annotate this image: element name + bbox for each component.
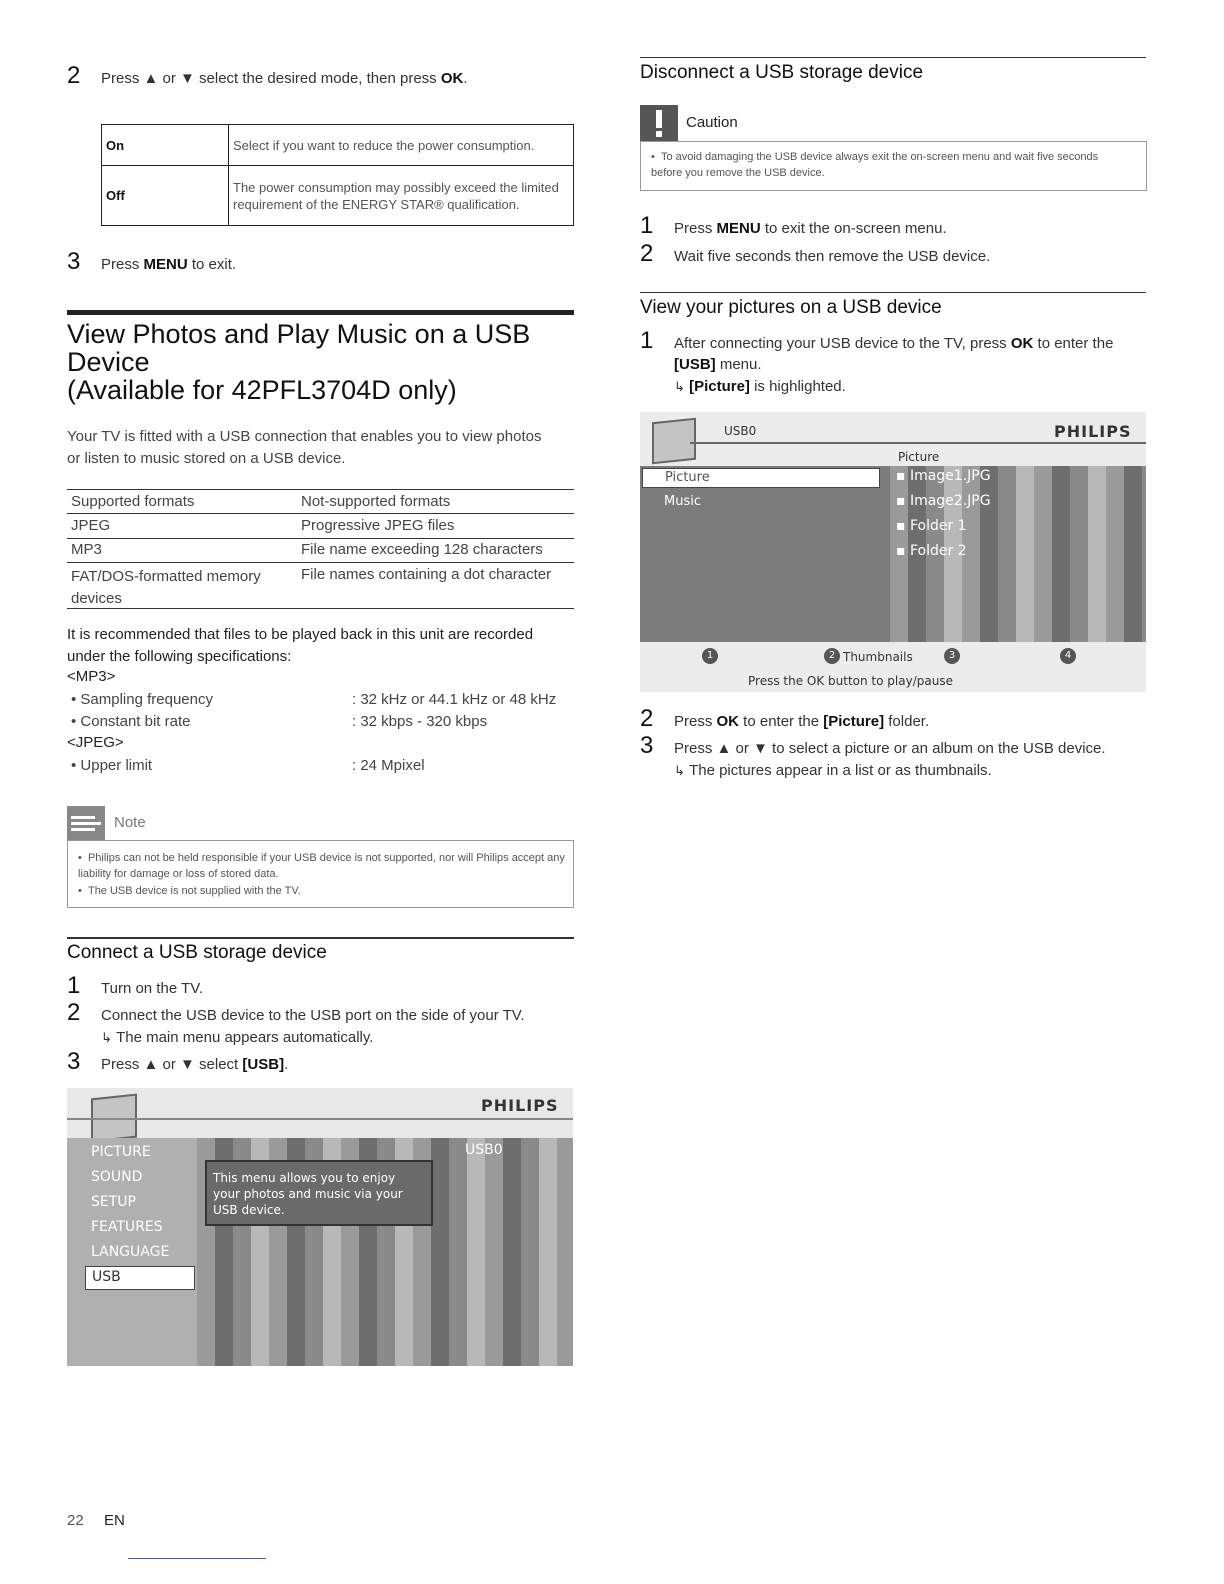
step-text: Press	[101, 256, 144, 273]
disconnect-divider	[640, 57, 1146, 58]
image-file-icon: ▪	[896, 493, 906, 509]
step-text: Press	[674, 713, 717, 730]
picture-key: [Picture]	[689, 378, 750, 395]
mode-on-label: On	[102, 125, 229, 166]
badge-1: 1	[702, 648, 718, 664]
spec-name: • Constant bit rate	[71, 713, 191, 730]
connect-divider	[67, 937, 574, 939]
menu-item-usb-highlight[interactable]	[85, 1266, 195, 1290]
caution-box	[640, 141, 1147, 191]
menu-item-language[interactable]: LANGUAGE	[91, 1244, 170, 1260]
osd-menu-panel	[67, 1138, 197, 1366]
result-arrow-icon: ↳	[674, 379, 685, 394]
step-number: 2	[640, 240, 654, 267]
connect-title: Connect a USB storage device	[67, 942, 327, 963]
note-label: Note	[114, 814, 146, 831]
table-rule	[67, 562, 574, 563]
ok-key: OK	[1010, 335, 1034, 352]
usb-device-label: USB0	[724, 424, 757, 438]
language-code: EN	[104, 1512, 125, 1529]
step-text-end: .	[284, 1056, 289, 1073]
usb-key: [USB]	[674, 356, 716, 373]
disconnect-title: Disconnect a USB storage device	[640, 62, 924, 83]
osd-message-box	[205, 1160, 433, 1226]
step-number: 1	[640, 327, 654, 354]
step-text: Press ▲ or ▼ select the desired mode, then press	[101, 70, 441, 87]
section-title-line1: View Photos and Play Music on a USB	[67, 319, 531, 349]
view-step-1-result	[674, 378, 846, 395]
step-number: 1	[67, 972, 81, 999]
spec-name: • Upper limit	[71, 757, 153, 774]
osd-footer-hint: Press the OK button to play/pause	[748, 674, 953, 688]
mode-off-desc: The power consumption may possibly exceed the limited requirement of the ENERGY STAR® qualification.	[229, 166, 574, 226]
folder-item[interactable]	[896, 543, 967, 559]
step-text: Turn on the TV.	[101, 980, 204, 997]
caution-item: • To avoid damaging the USB device always exit the on-screen menu and wait five seconds before you remove the USB device.	[651, 151, 1099, 179]
folder-icon: ▪	[896, 543, 906, 559]
menu-item-features[interactable]: FEATURES	[91, 1219, 163, 1235]
menu-item-usb: USB	[92, 1269, 121, 1285]
ok-key: OK	[440, 70, 464, 87]
formats-header-not-supported: Not-supported formats	[301, 493, 451, 510]
step-text-end: to exit.	[187, 256, 237, 273]
mode-off-label: Off	[102, 166, 229, 226]
menu-item-picture[interactable]: PICTURE	[91, 1144, 151, 1160]
spec-value: : 24 Mpixel	[352, 757, 425, 774]
table-rule	[67, 513, 574, 514]
usb-browser-screenshot	[640, 412, 1146, 692]
file-item[interactable]	[896, 468, 991, 484]
step-text-end: .	[463, 70, 468, 87]
step-number: 1	[640, 212, 654, 239]
file-item[interactable]	[896, 493, 991, 509]
picture-column-label: Picture	[898, 450, 940, 464]
note-item: • Philips can not be held responsible if your USB device is not supported, nor will Philips accept any liability for damage or loss of stored data.	[78, 852, 565, 880]
list-item-picture: Picture	[665, 470, 710, 485]
tv-icon	[652, 418, 696, 465]
usb-key: [USB]	[242, 1056, 285, 1073]
result-arrow-icon: ↳	[674, 763, 685, 778]
caution-label: Caution	[686, 114, 738, 131]
badge-4: 4	[1060, 648, 1076, 664]
osd-message: This menu allows you to enjoy your photos and music via your USB device.	[213, 1171, 403, 1217]
menu-item-sound[interactable]: SOUND	[91, 1169, 143, 1185]
formats-cell: FAT/DOS-formatted memory devices	[71, 568, 261, 607]
mp3-label: <MP3>	[67, 668, 116, 685]
ok-key: OK	[716, 713, 740, 730]
step-text: Press	[674, 220, 717, 237]
thumbnails-label: Thumbnails	[843, 650, 913, 664]
philips-logo: PHILIPS	[481, 1096, 559, 1115]
formats-header-supported: Supported formats	[71, 493, 195, 510]
osd-left-panel	[640, 466, 890, 642]
connect-result	[101, 1029, 373, 1046]
list-item-picture-highlight[interactable]	[642, 468, 880, 488]
step-number: 2	[640, 705, 654, 732]
folder-name: Folder 1	[909, 518, 967, 534]
spec-value: : 32 kHz or 44.1 kHz or 48 kHz	[352, 691, 557, 708]
step-text: After connecting your USB device to the TV, press	[674, 335, 1011, 352]
formats-cell: File names containing a dot character	[301, 566, 552, 583]
step-text-end: to enter the	[1033, 335, 1114, 352]
note-box	[67, 840, 574, 908]
menu-key: MENU	[143, 256, 188, 273]
view-divider	[640, 292, 1146, 293]
caution-icon	[640, 105, 678, 141]
note-icon	[67, 806, 105, 840]
table-bottom-rule	[67, 608, 574, 609]
view-title: View your pictures on a USB device	[640, 297, 942, 318]
table-top-rule	[67, 489, 574, 490]
step-text: Connect the USB device to the USB port on the side of your TV.	[101, 1007, 525, 1024]
section-title-line2: Device	[67, 347, 150, 377]
picture-key: [Picture]	[823, 713, 885, 730]
step-text-end: to exit the on-screen menu.	[760, 220, 947, 237]
table-rule	[67, 538, 574, 539]
spec-value: : 32 kbps - 320 kbps	[352, 713, 488, 730]
list-item-music[interactable]: Music	[664, 494, 701, 509]
note-item: • The USB device is not supplied with the TV.	[78, 885, 301, 897]
folder-item[interactable]	[896, 518, 967, 534]
badge-3: 3	[944, 648, 960, 664]
step-number: 3	[67, 248, 81, 275]
step-text-mid: to enter the	[739, 713, 824, 730]
formats-cell: Progressive JPEG files	[301, 517, 455, 534]
result-text: The pictures appear in a list or as thumbnails.	[689, 762, 992, 779]
step-number: 3	[67, 1048, 81, 1075]
file-name: Image2.JPG	[909, 493, 991, 509]
jpeg-label: <JPEG>	[67, 734, 124, 751]
osd-usb0-label: USB0	[465, 1142, 503, 1158]
section-title-line3: (Available for 42PFL3704D only)	[67, 375, 457, 405]
footer-rule	[128, 1558, 266, 1559]
step-number: 3	[640, 732, 654, 759]
folder-name: Folder 2	[909, 543, 967, 559]
intro-paragraph: Your TV is fitted with a USB connection that enables you to view photos or listen to music stored on a USB device.	[67, 428, 542, 467]
formats-cell: MP3	[71, 541, 102, 558]
step-text-end: menu.	[715, 356, 762, 373]
result-arrow-icon: ↳	[101, 1030, 112, 1045]
step-text-end: folder.	[884, 713, 930, 730]
badge-2: 2	[824, 648, 840, 664]
menu-item-setup[interactable]: SETUP	[91, 1194, 136, 1210]
step-text: Press ▲ or ▼ select	[101, 1056, 243, 1073]
step-text: Wait five seconds then remove the USB device.	[674, 248, 991, 265]
caution-text: To avoid damaging the USB device always exit the on-screen menu and wait five seconds before you remove the USB device.	[651, 151, 1099, 179]
tv-main-menu-screenshot	[67, 1088, 573, 1366]
file-name: Image1.JPG	[909, 468, 991, 484]
result-text: is highlighted.	[749, 378, 846, 395]
step-number: 2	[67, 62, 81, 89]
formats-cell: File name exceeding 128 characters	[301, 541, 543, 558]
page-number: 22	[67, 1512, 84, 1529]
section-divider	[67, 310, 574, 315]
osd-header-rule	[67, 1118, 573, 1120]
recommend-text: It is recommended that files to be played back in this unit are recorded under the following specifications:	[67, 626, 534, 665]
view-step-3-result	[674, 762, 992, 779]
step-text: Press ▲ or ▼ to select a picture or an album on the USB device.	[674, 740, 1106, 757]
folder-icon: ▪	[896, 518, 906, 534]
image-file-icon: ▪	[896, 468, 906, 484]
mode-on-desc: Select if you want to reduce the power consumption.	[229, 125, 574, 166]
note-text: The USB device is not supplied with the TV.	[87, 885, 301, 897]
spec-name: • Sampling frequency	[71, 691, 213, 708]
osd-header-rule	[690, 442, 1146, 444]
philips-logo: PHILIPS	[1054, 422, 1132, 441]
step-number: 2	[67, 999, 81, 1026]
note-text: Philips can not be held responsible if your USB device is not supported, nor will Philips accept any liability for damage or loss of stored data.	[78, 852, 565, 880]
formats-cell: JPEG	[71, 517, 111, 534]
power-mode-table	[101, 124, 574, 226]
result-text: The main menu appears automatically.	[116, 1029, 374, 1046]
menu-key: MENU	[716, 220, 761, 237]
